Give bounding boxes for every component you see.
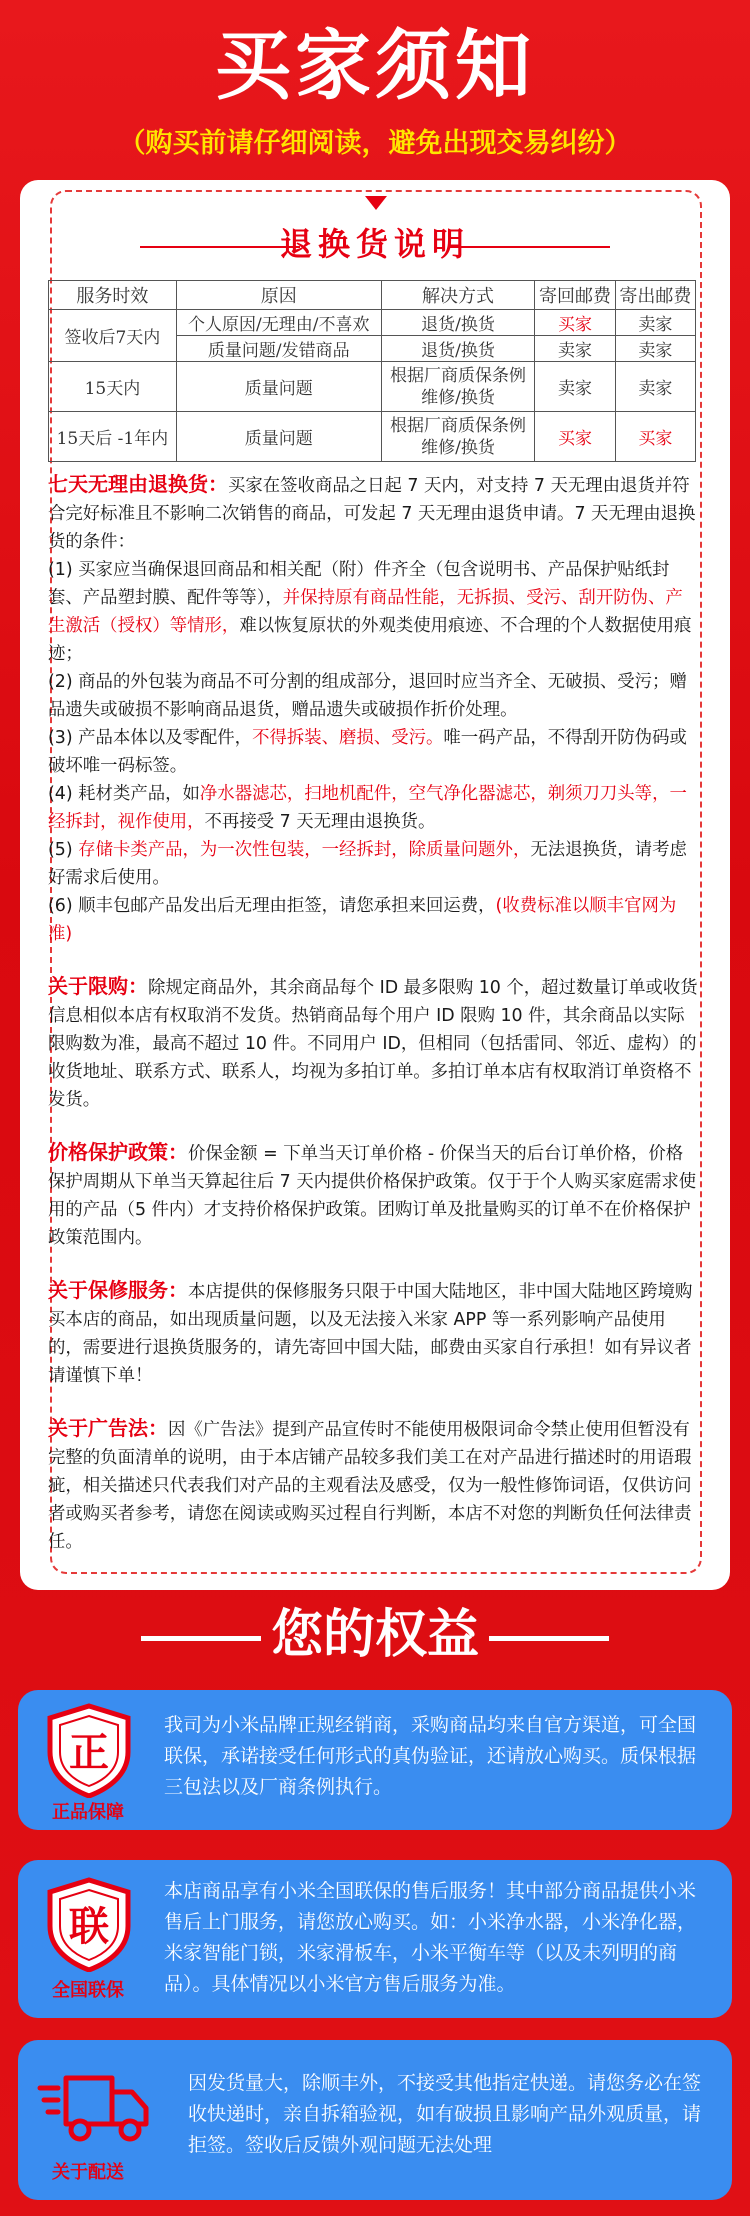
condition-6 (48, 892, 698, 948)
paragraph-text: (1) 买家应当确保退回商品和相关配（附）件齐全（包含说明书、产品保护贴纸封套、产品塑封膜、配件等等）， (48, 560, 670, 608)
returns-title: 退换货说明 (279, 225, 470, 263)
paragraph-text: 不再接受 7 天无理由退换货。 (204, 812, 436, 832)
table-cell: 卖家 (615, 310, 695, 336)
highlight-text: 并保持原有商品性能，无拆损、受污、刮开防伪、产生激活（授权）等情形， (48, 588, 683, 636)
paragraph-text: 无法退换货，请考虑好需求后使用。 (48, 840, 687, 888)
highlight-text: 净水器滤芯，扫地机配件，空气净化器滤芯，剃须刀刀头等，一经拆封，视作使用， (48, 784, 687, 832)
table-cell: 个人原因/无理由/不喜欢 (176, 310, 381, 336)
table-cell: 买家 (535, 310, 615, 336)
item-caption: 正品保障 (52, 1802, 124, 1823)
shield-glyph: 正 (69, 1730, 109, 1776)
condition-1 (48, 556, 698, 668)
item-caption: 全国联保 (52, 1980, 124, 2001)
shield-icon (44, 1702, 134, 1798)
highlight-text: (收费标准以顺丰官网为准) (48, 896, 677, 944)
condition-5 (48, 836, 698, 892)
shield-glyph: 联 (69, 1904, 109, 1950)
notice-card (20, 180, 730, 1590)
paragraph-text: (4) 耗材类产品，如 (48, 784, 200, 804)
table-cell: 15天内 (49, 362, 177, 412)
item-text: 我司为小米品牌正规经销商，采购商品均来自官方渠道，可全国联保，承诺接受任何形式的真伪验证，还请放心购买。质保根据三包法以及厂商条例执行。 (164, 1714, 697, 1798)
truck-icon (36, 2068, 154, 2148)
item-caption: 关于配送 (52, 2162, 124, 2183)
triangle-down-icon (365, 196, 387, 210)
section-heading: 关于保修服务： (48, 1278, 188, 1302)
rights-item-warranty (18, 1860, 732, 2018)
table-cell: 质量问题 (176, 412, 381, 462)
table-cell: 退货/换货 (381, 310, 535, 336)
paragraph-text: 除规定商品外，其余商品每个 ID 最多限购 10 个，超过数量订单或收货信息相似本店有权取消不发货。热销商品每个用户 ID 限购 10 件，其余商品以实际限购数为准，最高不超过 10 件。不同用户 ID，但相同（包括雷同、邻近、虚构）的收货地址、联系方式、联系人，均视为多拍订单。多拍订单本店有权取消订单资格不发货。 (48, 978, 698, 1110)
paragraph-text: 难以恢复原状的外观类使用痕迹、不合理的个人数据使用痕迹； (48, 616, 692, 664)
page-subtitle: （购买前请仔细阅读，避免出现交易纠纷） (118, 128, 632, 159)
repair-paragraph (48, 1276, 698, 1390)
returns-table (48, 280, 696, 462)
table-cell: 买家 (615, 412, 695, 462)
table-header: 寄出邮费 (615, 281, 695, 310)
paragraph-text: 唯一码产品，不得刮开防伪码或破坏唯一码标签。 (48, 728, 687, 776)
rights-item-delivery (18, 2040, 732, 2200)
table-cell: 卖家 (615, 336, 695, 362)
highlight-text: 存储卡类产品，为一次性包装，一经拆封，除质量问题外， (78, 840, 531, 860)
table-cell: 根据厂商质保条例维修/换货 (381, 412, 535, 462)
table-cell: 买家 (535, 412, 615, 462)
table-cell: 卖家 (615, 362, 695, 412)
paragraph-text: 价保金额 = 下单当天订单价格 - 价保当天的后台订单价格，价格保护周期从下单当天算起往后 7 天内提供价格保护政策。仅于于个人购买家庭需求使用的产品（5 件内）才支持价格保护政策。团购订单及批量购买的订单不在价格保护政策范围内。 (48, 1144, 697, 1248)
page-title: 买家须知 (215, 21, 535, 110)
paragraph-text: (5) (48, 840, 79, 860)
shield-icon (44, 1876, 134, 1972)
table-cell: 卖家 (535, 336, 615, 362)
section-heading: 七天无理由退换货： (48, 472, 228, 496)
table-cell: 根据厂商质保条例维修/换货 (381, 362, 535, 412)
limit-paragraph (48, 972, 698, 1114)
paragraph-text: (3) 产品本体以及零配件， (48, 728, 253, 748)
item-text: 因发货量大，除顺丰外，不接受其他指定快递。请您务必在签收快递时，亲自拆箱验视，如有破损且影响产品外观质量，请拒签。签收后反馈外观问题无法处理 (188, 2072, 702, 2156)
condition-4 (48, 780, 698, 836)
section-heading: 关于广告法： (48, 1416, 168, 1440)
paragraph-text: 因《广告法》提到产品宣传时不能使用极限词命令禁止使用但暂没有完整的负面清单的说明，由于本店铺产品较多我们美工在对产品进行描述时的用语瑕疵，相关描述只代表我们对产品的主观看法及感受，仅为一般性修饰词语，仅供访问者或购买者参考，请您在阅读或购买过程自行判断，本店不对您的判断负任何法律责任。 (48, 1420, 692, 1552)
seven-day-paragraph (48, 470, 698, 556)
item-text: 本店商品享有小米全国联保的售后服务！其中部分商品提供小米售后上门服务，请您放心购买。如：小米净水器，小米净化器，米家智能门锁，米家滑板车，小米平衡车等（以及未列明的商品）。具体情况以小米官方售后服务为准。 (164, 1880, 697, 1995)
divider (489, 1636, 609, 1641)
rights-heading (0, 1600, 750, 1670)
divider (141, 1636, 261, 1641)
table-header: 寄回邮费 (535, 281, 615, 310)
notice-body (48, 470, 698, 1556)
table-header: 原因 (176, 281, 381, 310)
table-cell: 签收后7天内 (49, 310, 177, 362)
table-cell: 质量问题 (176, 362, 381, 412)
paragraph-text: 本店提供的保修服务只限于中国大陆地区，非中国大陆地区跨境购买本店的商品，如出现质量问题，以及无法接入米家 APP 等一系列影响产品使用的，需要进行退换货服务的，请先寄回中国大陆，邮费由买家自行承担！如有异议者请谨慎下单！ (48, 1282, 693, 1386)
price-paragraph (48, 1138, 698, 1252)
section-heading: 价格保护政策： (48, 1140, 188, 1164)
table-cell: 退货/换货 (381, 336, 535, 362)
paragraph-text: (6) 顺丰包邮产品发出后无理由拒签，请您承担来回运费， (48, 896, 496, 916)
section-heading: 关于限购： (48, 974, 148, 998)
table-header: 服务时效 (49, 281, 177, 310)
rights-item-genuine (18, 1690, 732, 1830)
table-cell: 15天后 -1年内 (49, 412, 177, 462)
rights-title: 您的权益 (270, 1605, 479, 1665)
condition-2: (2) 商品的外包装为商品不可分割的组成部分，退回时应当齐全、无破损、受污；赠品遗失或破损不影响商品退货，赠品遗失或破损作折价处理。 (48, 672, 687, 720)
table-header: 解决方式 (381, 281, 535, 310)
paragraph-text: 买家在签收商品之日起 7 天内，对支持 7 天无理由退货并符合完好标准且不影响二次销售的商品，可发起 7 天无理由退货申请。7 天无理由退换货的条件： (48, 476, 696, 552)
condition-3 (48, 724, 698, 780)
table-cell: 卖家 (535, 362, 615, 412)
ad-paragraph (48, 1414, 698, 1556)
highlight-text: 不得拆装、磨损、受污。 (252, 728, 444, 748)
table-cell: 质量问题/发错商品 (176, 336, 381, 362)
